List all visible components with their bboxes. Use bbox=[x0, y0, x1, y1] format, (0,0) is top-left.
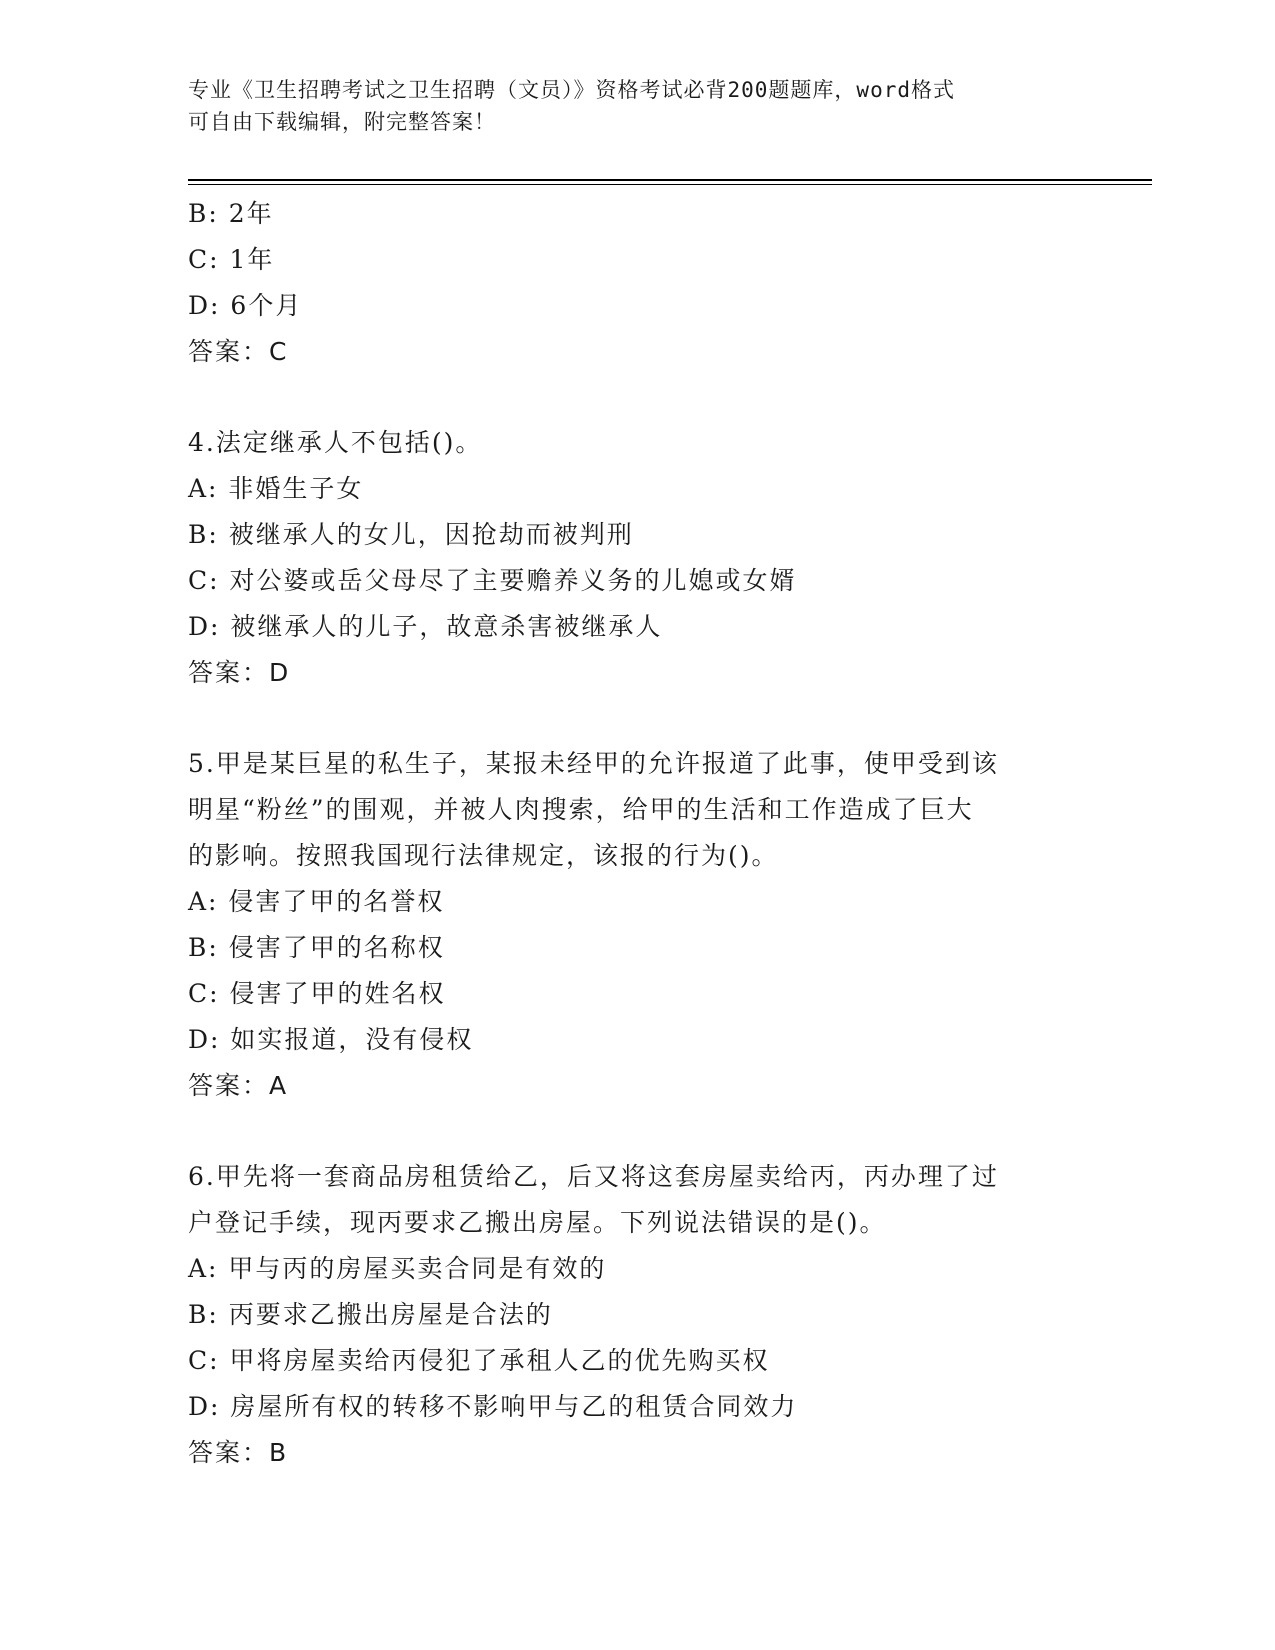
header-line-2: 可自由下载编辑，附完整答案！ bbox=[188, 110, 496, 134]
option-b: B: 侵害了甲的名称权 bbox=[188, 933, 445, 962]
question-stem: 的影响。按照我国现行法律规定，该报的行为()。 bbox=[188, 841, 779, 870]
option-a: A: 甲与丙的房屋买卖合同是有效的 bbox=[188, 1254, 607, 1283]
header-line-1: 专业《卫生招聘考试之卫生招聘（文员）》资格考试必背200题题库，word格式 bbox=[188, 78, 955, 102]
option-b: B: 丙要求乙搬出房屋是合法的 bbox=[188, 1300, 553, 1329]
option-d: D: 如实报道，没有侵权 bbox=[188, 1025, 474, 1054]
option-b: B: 被继承人的女儿，因抢劫而被判刑 bbox=[188, 520, 634, 549]
answer-line: 答案：C bbox=[188, 337, 289, 366]
question-3-continued bbox=[188, 191, 1088, 375]
option-c: C: 甲将房屋卖给丙侵犯了承租人乙的优先购买权 bbox=[188, 1346, 770, 1375]
answer-line: 答案：B bbox=[188, 1438, 289, 1467]
option-d: D: 房屋所有权的转移不影响甲与乙的租赁合同效力 bbox=[188, 1392, 798, 1421]
option-d: D: 被继承人的儿子，故意杀害被继承人 bbox=[188, 612, 663, 641]
header-divider-bottom bbox=[188, 184, 1152, 185]
header-divider-top bbox=[188, 179, 1152, 181]
option-c: C: 对公婆或岳父母尽了主要赡养义务的儿媳或女婿 bbox=[188, 566, 797, 595]
option-a: A: 侵害了甲的名誉权 bbox=[188, 887, 445, 916]
question-stem: 明星“粉丝”的围观，并被人肉搜索，给甲的生活和工作造成了巨大 bbox=[188, 795, 974, 824]
option-d: D: 6个月 bbox=[188, 291, 303, 320]
option-a: A: 非婚生子女 bbox=[188, 474, 364, 503]
question-stem: 户登记手续，现丙要求乙搬出房屋。下列说法错误的是()。 bbox=[188, 1208, 887, 1237]
question-stem: 6.甲先将一套商品房租赁给乙，后又将这套房屋卖给丙，丙办理了过 bbox=[188, 1162, 999, 1191]
option-c: C: 1年 bbox=[188, 245, 275, 274]
question-stem: 5.甲是某巨星的私生子，某报未经甲的允许报道了此事，使甲受到该 bbox=[188, 749, 999, 778]
option-b: B: 2年 bbox=[188, 199, 274, 228]
question-4 bbox=[188, 420, 1088, 696]
answer-line: 答案：A bbox=[188, 1071, 289, 1100]
question-6 bbox=[188, 1154, 1088, 1476]
question-stem: 4.法定继承人不包括()。 bbox=[188, 428, 483, 457]
question-5 bbox=[188, 741, 1088, 1109]
question-list bbox=[188, 191, 1088, 1476]
document-header bbox=[188, 74, 1068, 138]
answer-line: 答案：D bbox=[188, 658, 291, 687]
option-c: C: 侵害了甲的姓名权 bbox=[188, 979, 446, 1008]
